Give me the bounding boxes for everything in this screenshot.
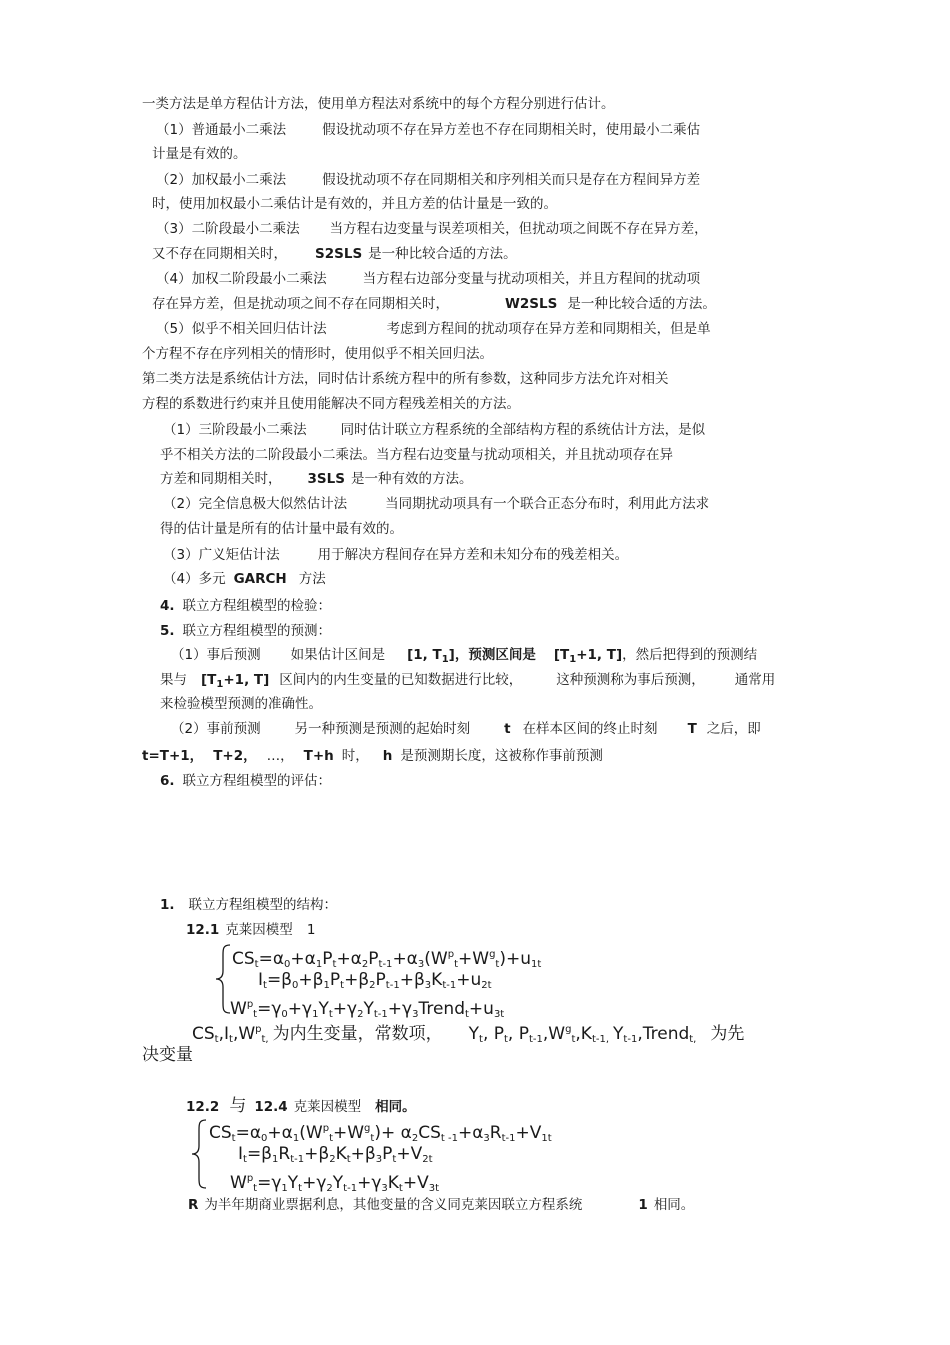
paragraph-line: 时，使用加权最小二乘估计是有效的，并且方差的估计量是一致的。: [152, 196, 557, 212]
method-heading: （1）事后预测: [171, 647, 261, 663]
paragraph-line: （4）多元 GARCH 方法: [163, 571, 326, 587]
paragraph-line: t=T+1， T+2， …， T+h 时， h 是预测期长度，这被称作事前预测: [142, 748, 603, 764]
paragraph-line: （1）三阶段最小二乘法 同时估计联立方程系统的全部结构方程的系统估计方法，是似: [163, 422, 706, 438]
method-heading: （2）完全信息极大似然估计法: [163, 496, 348, 512]
method-heading: （1）三阶段最小二乘法: [163, 422, 307, 438]
subscript: 1: [569, 654, 577, 665]
section-heading: 5. 联立方程组模型的预测：: [160, 623, 332, 639]
method-heading: （2）加权最小二乘法: [156, 172, 287, 188]
method-heading: （4）加权二阶段最小二乘法: [156, 271, 327, 287]
paragraph-line: 果与 [$T_1+1$, T] 区间内的内生变量的已知数据进行比较， 这种预测称为事后预测， 通常用: [160, 672, 776, 690]
paragraph-line: 又不存在同期相关时， S2SLS 是一种比较合适的方法。: [152, 246, 517, 262]
paragraph-line: （1）事后预测 如果估计区间是 [1, $T_1$]，预测区间是 [$T_1+1$, T]，然后把得到的预测结: [171, 647, 758, 665]
equation-wages: $W^p_t=\gamma_0+\gamma_1Y_t+\gamma_2Y_{t-1}+\gamma_3Trend_t+u_{3t}$: [230, 999, 505, 1020]
model-heading: 12.1 克莱因模型 1: [186, 922, 316, 938]
paragraph-line: 存在异方差，但是扰动项之间不存在同期相关时， W2SLS 是一种比较合适的方法。: [152, 296, 716, 312]
paragraph-line: （2）完全信息极大似然估计法 当同期扰动项具有一个联合正态分布时，利用此方法求: [163, 496, 710, 512]
method-heading: （5）似乎不相关回归估计法: [156, 321, 327, 337]
equation-wages-2: $W^p_t=\gamma_1Y_t+\gamma_2Y_{t-1}+\gamma_3K_t+V_{3t}$: [230, 1173, 440, 1194]
equation-investment: $I_t=\beta_0+\beta_1P_t+\beta_2P_{t-1}+\beta_3K_{t-1}+u_{2t}$: [258, 970, 492, 991]
paragraph-line: 方程的系数进行约束并且使用能解决不同方程残差相关的方法。: [142, 396, 520, 412]
paragraph-line: （3）二阶段最小二乘法 当方程右边变量与误差项相关，但扰动项之间既不存在异方差，: [156, 221, 708, 237]
paragraph-line: 方差和同期相关时， 3SLS 是一种有效的方法。: [160, 471, 473, 487]
text: 一类方法是单方程估计方法，使用单方程法对系统中的每个方程分别进行估计。: [142, 96, 615, 112]
paragraph-line: （2）事前预测 另一种预测是预测的起始时刻 t 在样本区间的终止时刻 T 之后，即: [171, 721, 761, 737]
paragraph-line: 第二类方法是系统估计方法，同时估计系统方程中的所有参数，这种同步方法允许对相关: [142, 371, 669, 387]
section-heading: 6. 联立方程组模型的评估：: [160, 773, 332, 789]
paragraph-line: 计量是有效的。: [152, 146, 247, 162]
method-heading: （3）二阶段最小二乘法: [156, 221, 300, 237]
equation-consumption-2: $CS_t=\alpha_0+\alpha_1(W^p_t+W^g_t)+ \alpha_2CS_{t -1}+\alpha_3R_{t-1}+V_{1t}$: [209, 1123, 552, 1144]
variables-line: $CS_t,I_t,W^p_{t,}$ 为内生变量，常数项， $Y_t$, $P_t$, $P_{t-1},W^g_t,K_{t-1,}$ $Y_{t-1},Trend_{t,}$ 为先: [192, 1024, 745, 1045]
equation-consumption: $CS_t=\alpha_0+\alpha_1P_t+\alpha_2P_{t-1}+\alpha_3(W^p_t+W^g_t)+u_{1t}$: [232, 949, 542, 970]
model-heading: 12.2 与 12.4 克莱因模型 相同。: [186, 1096, 416, 1116]
paragraph-line: （3）广义矩估计法 用于解决方程间存在异方差和未知分布的残差相关。: [163, 547, 629, 563]
variables-line-cont: 决变量: [142, 1045, 193, 1065]
paragraph-line: （2）加权最小二乘法 假设扰动项不存在同期相关和序列相关而只是存在方程间异方差: [156, 172, 701, 188]
section-heading: 1. 联立方程组模型的结构：: [160, 897, 338, 913]
paragraph-line: （5）似乎不相关回归估计法 考虑到方程间的扰动项存在异方差和同期相关，但是单: [156, 321, 711, 337]
paragraph-line: 来检验模型预测的准确性。: [160, 696, 322, 712]
paragraph-line: （4）加权二阶段最小二乘法 当方程右边部分变量与扰动项相关，并且方程间的扰动项: [156, 271, 701, 287]
left-brace-icon: [190, 1118, 208, 1190]
method-heading: （3）广义矩估计法: [163, 547, 280, 563]
equation-investment-2: $I_t=\beta_1R_{t-1}+\beta_2K_t+\beta_3P_t+V_{2t}$: [238, 1144, 433, 1165]
method-heading: （2）事前预测: [171, 721, 261, 737]
paragraph-line: （1）普通最小二乘法 假设扰动项不存在异方差也不存在同期相关时，使用最小二乘估: [156, 122, 701, 138]
paragraph-line: R 为半年期商业票据利息，其他变量的含义同克莱因联立方程系统 1 相同。: [188, 1197, 695, 1213]
paragraph-line: 乎不相关方法的二阶段最小二乘法。当方程右边变量与扰动项相关，并且扰动项存在异: [160, 447, 673, 463]
paragraph-line: 个方程不存在序列相关的情形时，使用似乎不相关回归法。: [142, 346, 493, 362]
paragraph-line: 得的估计量是所有的估计量中最有效的。: [160, 521, 403, 537]
section-heading: 4. 联立方程组模型的检验：: [160, 598, 332, 614]
paragraph-line: [142, 95, 615, 113]
method-heading: （1）普通最小二乘法: [156, 122, 287, 138]
